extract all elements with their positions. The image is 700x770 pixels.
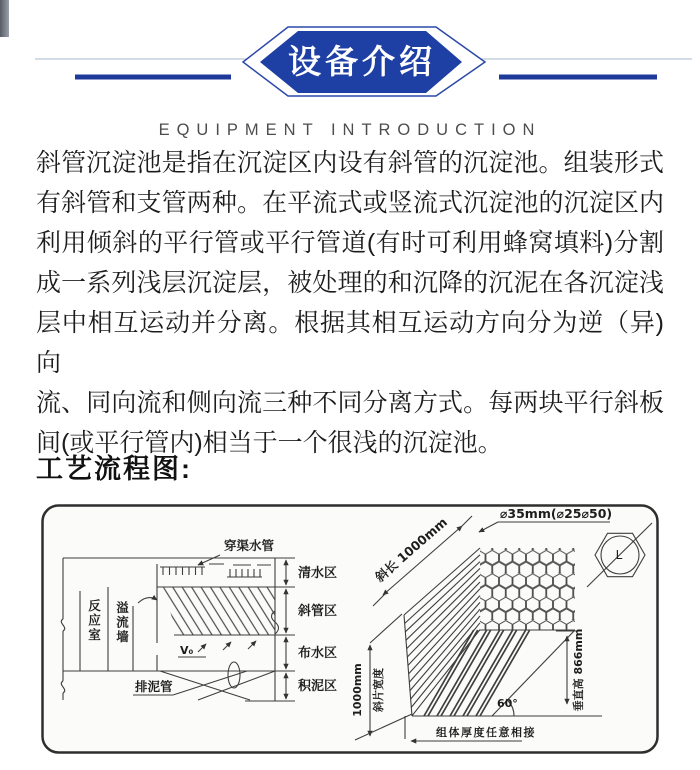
- slant-length-label: 斜长 1000mm: [372, 514, 451, 585]
- intro-line: 间(或平行管内)相当于一个很浅的沉淀池。: [36, 429, 503, 457]
- pipe-label: 穿渠水管: [224, 538, 275, 553]
- zone-label-tube: 斜管区: [298, 604, 338, 619]
- diameter-label: ⌀35mm(⌀25⌀50): [499, 506, 613, 521]
- intro-line: 斜管沉淀池是指在沉淀区内设有斜管的沉淀池。组装形式: [36, 149, 664, 177]
- width-value-label: 1000mm: [351, 663, 364, 717]
- reaction-chamber-label: 反应室: [86, 599, 102, 643]
- intro-line: 层中相互运动并分离。根据其相互运动方向分为逆（异)向: [36, 309, 664, 377]
- tube-mark-label: L: [615, 548, 623, 562]
- section-banner: [0, 0, 700, 110]
- width-text-label: 斜片宽度: [372, 668, 385, 712]
- process-flow-diagram: [40, 503, 660, 755]
- zone-label-sludge: 积泥区: [298, 679, 338, 694]
- intro-line: 利用倾斜的平行管或平行管道(有时可利用蜂窝填料)分割: [36, 229, 664, 257]
- zone-label-distribution: 布水区: [298, 646, 338, 661]
- flow-diagram-title: 工艺流程图:: [36, 454, 192, 484]
- intro-line: 有斜管和支管两种。在平流式或竖流式沉淀池的沉淀区内: [36, 189, 664, 217]
- sludge-pipe-label: 排泥管: [135, 679, 173, 694]
- vertical-height-label: 垂直高 866mm: [572, 628, 585, 712]
- velocity-label: V₀: [180, 644, 194, 657]
- intro-paragraph: [36, 143, 664, 463]
- badge-title: 设备介绍: [288, 43, 436, 80]
- zone-label-clear: 清水区: [298, 566, 338, 581]
- joint-note-label: 组体厚度任意相接: [436, 726, 536, 739]
- intro-line: 流、同向流和侧向流三种不同分离方式。每两块平行斜板: [36, 389, 664, 417]
- section-subtitle: EQUIPMENT INTRODUCTION: [158, 121, 542, 139]
- intro-line: 成一系列浅层沉淀层，被处理的和沉降的沉泥在各沉淀浅: [36, 269, 664, 297]
- overflow-wall-label: 溢流墙: [114, 601, 130, 645]
- angle-label: 60°: [497, 697, 518, 710]
